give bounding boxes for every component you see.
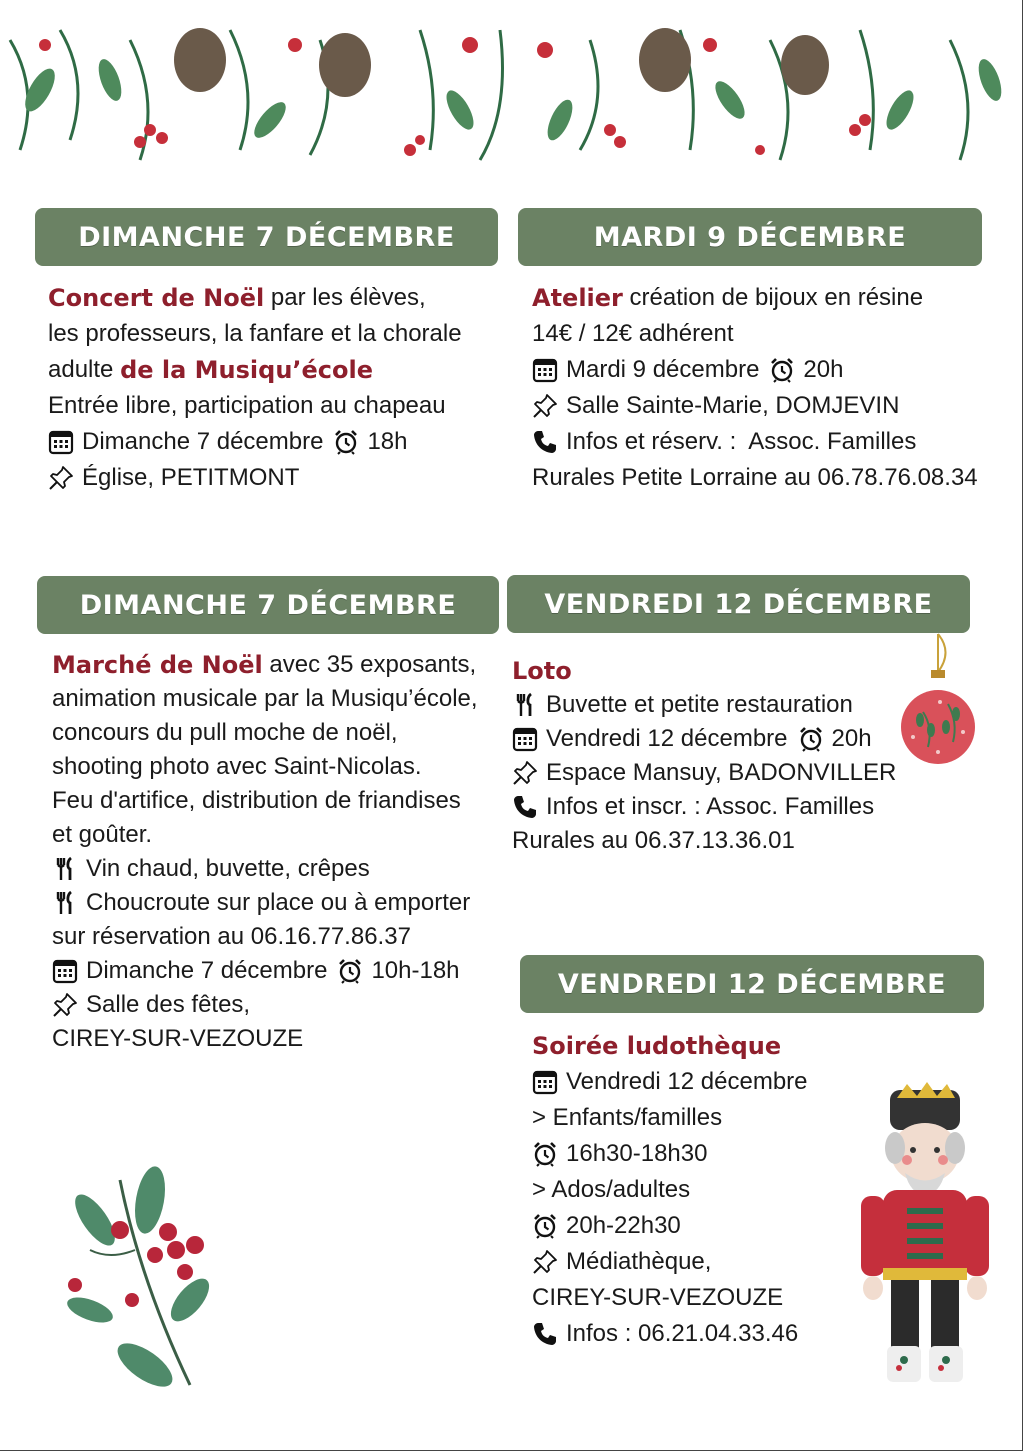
pushpin-icon [48,465,74,491]
event1-banner-text: DIMANCHE 7 DÉCEMBRE [78,221,455,253]
event1-title-rest: par les élèves, [264,284,426,311]
event4-banner-text: VENDREDI 12 DÉCEMBRE [544,588,933,620]
alarm-clock-icon [532,1213,558,1239]
calendar-icon [532,357,558,383]
event3-title-line [52,648,502,682]
calendar-icon [52,958,78,984]
event3-date: Dimanche 7 décembre [86,957,328,984]
holly-sprig-decoration [50,1160,210,1395]
event2-date-line [532,352,1012,388]
pushpin-icon [532,393,558,419]
event5-place1: Médiathèque, [566,1248,712,1275]
event1-date-line [48,424,508,460]
event2-date-banner [518,208,982,266]
event1-line3-pre: adulte [48,356,121,383]
event5-place-line [532,1244,852,1280]
event3-date-banner [37,576,499,634]
event3-desc-line: concours du pull moche de noël, [52,719,398,746]
calendar-icon [48,429,74,455]
event2-place-line [532,388,1012,424]
event5-details [532,1028,852,1352]
event4-date: Vendredi 12 décembre [546,725,788,752]
alarm-clock-icon [337,958,363,984]
event3-food1-line [52,852,502,886]
phone-icon [512,794,538,820]
event3-place1: Salle des fêtes, [86,991,251,1018]
event5-time1-line [532,1136,852,1172]
event3-title: Marché de Noël [52,651,263,679]
christmas-ornament-decoration [898,632,978,777]
event5-time2: 20h-22h30 [566,1212,681,1239]
event4-info-line [512,790,922,824]
event1-line2: les professeurs, la fanfare et la chorale [48,320,462,347]
event5-time1: 16h30-18h30 [566,1140,708,1167]
event3-title-rest: avec 35 exposants, [262,651,477,678]
cutlery-icon [52,890,78,916]
event4-food-line [512,688,922,722]
event1-details [48,280,508,496]
event4-time: 20h [831,725,872,752]
calendar-icon [512,726,538,752]
event2-title: Atelier [532,284,623,312]
event5-time2-line [532,1208,852,1244]
event4-food: Buvette et petite restauration [546,691,853,718]
event5-info: Infos : 06.21.04.33.46 [566,1320,799,1347]
event2-info-line [532,424,1012,460]
event4-info2: Rurales au 06.37.13.36.01 [512,827,795,854]
alarm-clock-icon [333,429,359,455]
event3-desc-line: Feu d'artifice, distribution de friandises [52,787,461,814]
event3-food2-line [52,886,502,920]
event1-line3 [48,352,508,388]
event5-banner-text: VENDREDI 12 DÉCEMBRE [557,968,947,1000]
alarm-clock-icon [532,1141,558,1167]
event4-place: Espace Mansuy, BADONVILLER [546,759,897,786]
event1-place-line [48,460,508,496]
event1-time: 18h [367,428,408,455]
event3-desc-line: animation musicale par la Musiqu’école, [52,685,478,712]
event5-date-line [532,1064,852,1100]
event5-date: Vendredi 12 décembre [566,1068,808,1095]
event3-banner-text: DIMANCHE 7 DÉCEMBRE [79,589,457,621]
event2-banner-text: MARDI 9 DÉCEMBRE [593,221,907,253]
event3-food1: Vin chaud, buvette, crêpes [86,855,370,882]
event1-date: Dimanche 7 décembre [82,428,324,455]
cutlery-icon [52,856,78,882]
event5-group2: > Ados/adultes [532,1176,691,1203]
event5-date-banner [520,955,984,1013]
event1-title-line [48,280,508,316]
event4-details [512,654,922,858]
event3-desc-line: et goûter. [52,821,153,848]
event2-time: 20h [803,356,844,383]
event1-date-banner [35,208,498,266]
alarm-clock-icon [769,357,795,383]
event5-title: Soirée ludothèque [532,1032,782,1060]
christmas-garland-decoration [0,0,1024,180]
event5-title-line [532,1028,852,1064]
event2-price: 14€ / 12€ adhérent [532,320,734,347]
event1-place: Église, PETITMONT [82,464,300,491]
event2-title-rest: création de bijoux en résine [622,284,924,311]
event2-info1: Infos et réserv. : Assoc. Familles [566,428,917,455]
event3-place2: CIREY-SUR-VEZOUZE [52,1025,304,1052]
nutcracker-decoration [855,1078,995,1393]
event3-food2b: sur réservation au 06.16.77.86.37 [52,923,411,950]
event4-title-line [512,654,922,688]
event3-place-line [52,988,502,1022]
event3-time: 10h-18h [371,957,460,984]
calendar-icon [532,1069,558,1095]
event2-title-line [532,280,1012,316]
event3-date-line [52,954,502,988]
event4-date-line [512,722,922,756]
event2-place: Salle Sainte-Marie, DOMJEVIN [566,392,900,419]
event3-food2: Choucroute sur place ou à emporter [86,889,471,916]
pushpin-icon [52,992,78,1018]
event2-details [532,280,1012,496]
event4-info1: Infos et inscr. : Assoc. Familles [546,793,875,820]
phone-icon [532,429,558,455]
event1-title: Concert de Noël [48,284,265,312]
event4-title: Loto [512,657,572,685]
alarm-clock-icon [798,726,824,752]
event3-details [52,648,502,1056]
pushpin-icon [512,760,538,786]
event5-place2: CIREY-SUR-VEZOUZE [532,1284,784,1311]
pushpin-icon [532,1249,558,1275]
event1-line4: Entrée libre, participation au chapeau [48,392,446,419]
event2-info2: Rurales Petite Lorraine au 06.78.76.08.34 [532,464,978,491]
event3-desc-line: shooting photo avec Saint-Nicolas. [52,753,422,780]
event5-info-line [532,1316,852,1352]
phone-icon [532,1321,558,1347]
event1-line3-highlight: de la Musiqu’école [120,356,374,384]
event5-group1: > Enfants/familles [532,1104,723,1131]
event4-date-banner [507,575,970,633]
event2-date: Mardi 9 décembre [566,356,760,383]
cutlery-icon [512,692,538,718]
event4-place-line [512,756,922,790]
